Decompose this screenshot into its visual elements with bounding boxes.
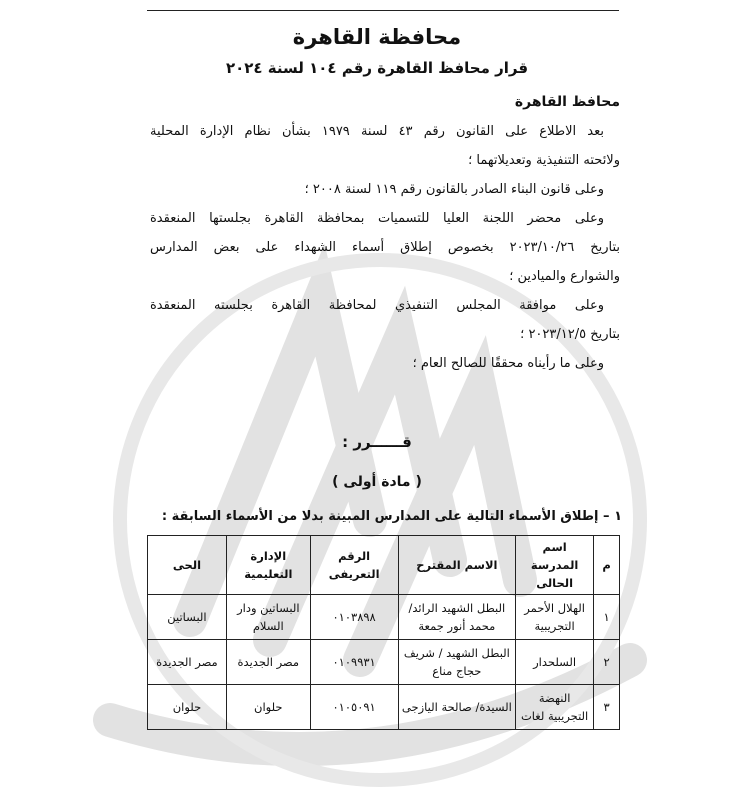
cell-id-number: ٠١٠٣٨٩٨ bbox=[310, 595, 398, 640]
cell-district: مصر الجديدة bbox=[148, 640, 227, 685]
body-line-1: بعد الاطلاع على القانون رقم ٤٣ لسنة ١٩٧٩ بشأن نظام الإدارة المحلية bbox=[150, 124, 604, 139]
body-line-2: ولائحته التنفيذية وتعديلاتهما ؛ bbox=[468, 153, 620, 168]
body-line-9: وعلى ما رأيناه محققًا للصالح العام ؛ bbox=[412, 356, 604, 371]
header-proposed-name: الاسم المقترح bbox=[398, 536, 516, 595]
table-row bbox=[148, 640, 620, 685]
schools-table bbox=[147, 535, 620, 730]
body-line-5: بتاريخ ٢٠٢٣/١٠/٢٦ بخصوص إطلاق أسماء الشهداء على بعض المدارس bbox=[150, 240, 620, 255]
header-index: م bbox=[594, 536, 620, 595]
cell-edu-admin: مصر الجديدة bbox=[226, 640, 310, 685]
cell-district: البساتين bbox=[148, 595, 227, 640]
cell-edu-admin: البساتين ودار السلام bbox=[226, 595, 310, 640]
header-edu-admin: الإدارة التعليمية bbox=[226, 536, 310, 595]
addressee: محافظ القاهرة bbox=[514, 94, 620, 110]
cell-proposed-name: البطل الشهيد الرائد/ محمد أنور جمعة bbox=[398, 595, 516, 640]
body-line-3: وعلى قانون البناء الصادر بالقانون رقم ١١٩ لسنة ٢٠٠٨ ؛ bbox=[304, 182, 604, 197]
cell-index: ٣ bbox=[594, 685, 620, 730]
cell-id-number: ٠١٠٥٠٩١ bbox=[310, 685, 398, 730]
cell-index: ٢ bbox=[594, 640, 620, 685]
cell-current-name: النهضة التجريبية لغات bbox=[516, 685, 594, 730]
body-line-8: بتاريخ ٢٠٢٣/١٢/٥ ؛ bbox=[520, 327, 620, 342]
header-id-number: الرقم التعريفى bbox=[310, 536, 398, 595]
header-district: الحى bbox=[148, 536, 227, 595]
cell-id-number: ٠١٠٩٩٣١ bbox=[310, 640, 398, 685]
decree-subtitle: قرار محافظ القاهرة رقم ١٠٤ لسنة ٢٠٢٤ bbox=[225, 59, 529, 77]
top-rule bbox=[147, 10, 619, 11]
decree-body bbox=[150, 88, 620, 378]
body-line-7: وعلى موافقة المجلس التنفيذي لمحافظة القاهرة بجلسته المنعقدة bbox=[150, 298, 604, 313]
cell-edu-admin: حلوان bbox=[226, 685, 310, 730]
article-label: ( مادة أولى ) bbox=[332, 474, 422, 490]
item-heading: ١ – إطلاق الأسماء التالية على المدارس المبينة بدلا من الأسماء السابقة : bbox=[161, 509, 622, 524]
body-line-4: وعلى محضر اللجنة العليا للتسميات بمحافظة القاهرة بجلستها المنعقدة bbox=[150, 211, 604, 226]
header-current-name: اسم المدرسة الحالى bbox=[516, 536, 594, 595]
cell-current-name: الهلال الأحمر التجريبية bbox=[516, 595, 594, 640]
table-row bbox=[148, 685, 620, 730]
cell-current-name: السلحدار bbox=[516, 640, 594, 685]
cell-proposed-name: البطل الشهيد / شريف حجاج مناع bbox=[398, 640, 516, 685]
decision-word: قــــــرر : bbox=[342, 433, 412, 451]
table-row bbox=[148, 595, 620, 640]
cell-proposed-name: السيدة/ صالحة اليازجى bbox=[398, 685, 516, 730]
body-line-6: والشوارع والميادين ؛ bbox=[509, 269, 620, 284]
cell-index: ١ bbox=[594, 595, 620, 640]
document-title: محافظة القاهرة bbox=[292, 25, 462, 49]
table-header-row bbox=[148, 536, 620, 595]
cell-district: حلوان bbox=[148, 685, 227, 730]
